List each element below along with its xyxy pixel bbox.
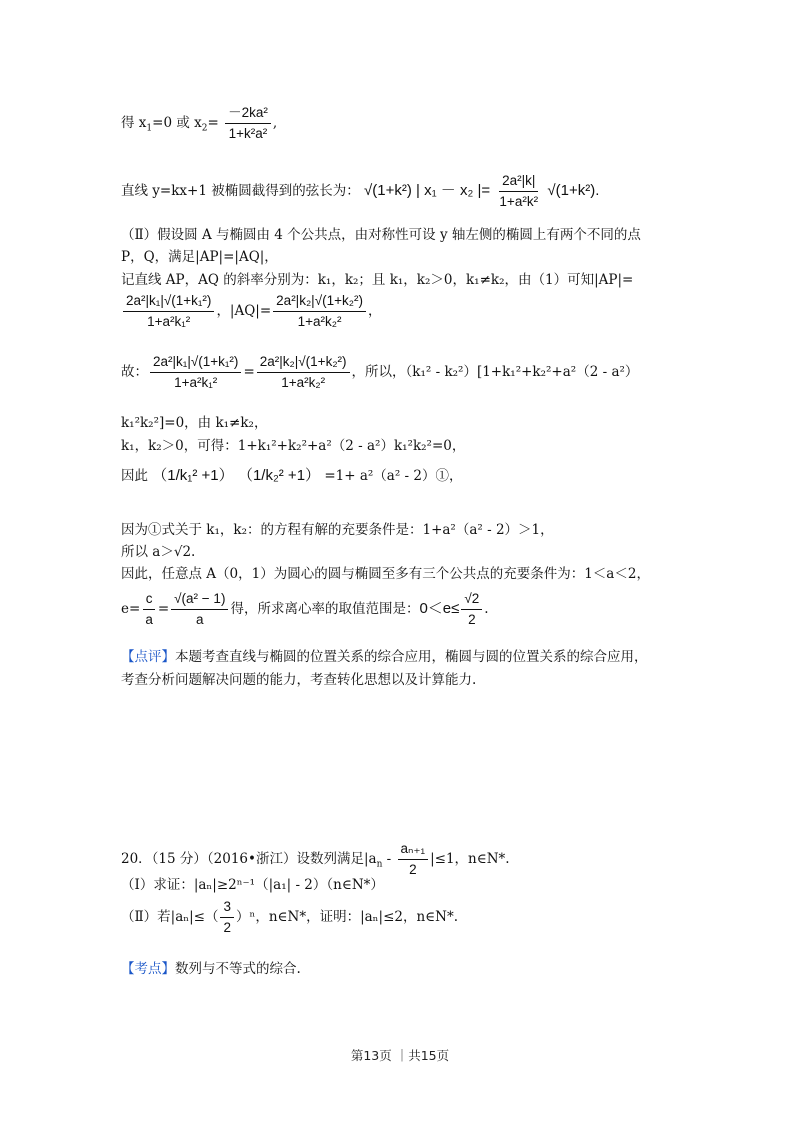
comment-tag: 【点评】 — [121, 649, 175, 665]
kaodian-tag: 【考点】 — [121, 961, 175, 977]
page-footer: 第13页 ｜共15页 — [350, 1048, 450, 1063]
fraction: $\frac{c}{a}$ — [142, 590, 156, 629]
part2-line-11: 因此，任意点 A（0，1）为圆心的圆与椭圆至多有三个公共点的充要条件为：1＜a＜2， — [121, 566, 650, 582]
part2-line-10: 所以 a＞√2. — [121, 544, 196, 560]
solution-line-2: 直线 y=kx+1 被椭圆截得到的弦长为： √(1+k²) | x₁ － x₂ |= $\frac{\text{2a²|k|}}{\text{1+a²k²}}$ √(1+k²). — [121, 173, 600, 209]
comment-line-2: 考查分析问题解决问题的能力，考查转化思想以及计算能力. — [121, 672, 477, 688]
part2-line-9: 因为①式关于 k₁，k₂：的方程有解的充要条件是：1+a²（a² - 2）＞1， — [121, 522, 554, 538]
fraction: $\frac{\text{2a²|k|}}{\text{1+a²k²}}$ — [499, 173, 539, 209]
fraction: $\frac{3}{2}$ — [220, 898, 234, 937]
comment-line-1: 【点评】本题考查直线与椭圆的位置关系的综合应用，椭圆与圆的位置关系的综合应用， — [121, 649, 648, 665]
fraction: $\frac{\text{2a²|k₂|√(1+k₂²)}}{\text{1+a²k₂²}}$ — [273, 292, 366, 331]
fraction: $\frac{\text{aₙ₊₁}}{2}$ — [398, 840, 429, 879]
fraction: $\frac{\text{2a²|k₂|√(1+k₂²)}}{\text{1+a²k₂²}}$ — [257, 353, 350, 392]
part2-line-5: 故： $\frac{\text{2a²|k₁|√(1+k₁²)}}{\text{1+a²k₁²}}$ = $\frac{\text{2a²|k₂|√(1+k₂²)}}{\text{1+a²k₂²}}$ ，所以，（k₁² - k₂²）[1+k₁²+k₂²+a²（2 - a²） — [121, 354, 639, 390]
part2-line-12: e= $\frac{c}{a}$ = $\frac{\text{√(a² − 1)}}{a}$ 得，所求离心率的取值范围是：0＜e≤ $\frac{√2}{2}$ . — [121, 591, 489, 627]
fraction: $\frac{\text{2a²|k₁|√(1+k₁²)}}{\text{1+a²k₁²}}$ — [123, 292, 214, 331]
fraction: $\frac{√2}{2}$ — [461, 590, 482, 629]
part2-line-4: $\frac{\text{2a²|k₁|√(1+k₁²)}}{\text{1+a²k₁²}}$ ，|AQ|= $\frac{\text{2a²|k₂|√(1+k₂²)}}{\text{1+a²k₂²}}$ ， — [121, 292, 381, 331]
fraction: $\frac{\text{2a²|k₁|√(1+k₁²)}}{\text{1+a²k₁²}}$ — [150, 353, 241, 392]
solution-line-1: 得 $x_1=0$ 或 $x_2=$ $\frac{\text{－2ka²}}{\text{1+k²a²}}$ , — [121, 105, 278, 141]
question-20-line-3: （Ⅱ）若|aₙ|≤（ $\frac{3}{2}$ ）ⁿ，n∈N*，证明：|aₙ|≤2，n∈N*. — [121, 899, 459, 935]
question-20-line-1: 20．（15 分）（2016•浙江）设数列满足$|a_n$ - $\frac{\text{aₙ₊₁}}{2}$ |≤1，n∈N*. — [121, 841, 510, 877]
part2-line-1: （Ⅱ）假设圆 A 与椭圆由 4 个公共点，由对称性可设 y 轴左侧的椭圆上有两个不同的点 — [121, 227, 641, 243]
fraction: $\frac{\text{√(a² − 1)}}{a}$ — [171, 590, 228, 629]
part2-line-3: 记直线 AP，AQ 的斜率分别为：k₁，k₂；且 k₁，k₂＞0，k₁≠k₂，由（1）可知|AP|= — [121, 272, 634, 288]
fraction: $\frac{\text{－2ka²}}{\text{1+k²a²}}$ — [225, 104, 271, 143]
question-20-line-2: （Ⅰ）求证：|aₙ|≥2ⁿ⁻¹（|a₁| - 2）（n∈N*） — [121, 877, 384, 893]
part2-line-6: k₁²k₂²]=0，由 k₁≠k₂， — [121, 415, 268, 431]
part2-line-2: P，Q，满足|AP|=|AQ|， — [121, 249, 278, 265]
part2-line-8: 因此 （1/k₁² +1） （1/k₂² +1） =1+ a²（a² - 2）①， — [121, 467, 463, 484]
kaodian-line: 【考点】数列与不等式的综合. — [121, 961, 301, 977]
part2-line-7: k₁，k₂＞0，可得：1+k₁²+k₂²+a²（2 - a²）k₁²k₂²=0， — [121, 438, 466, 454]
